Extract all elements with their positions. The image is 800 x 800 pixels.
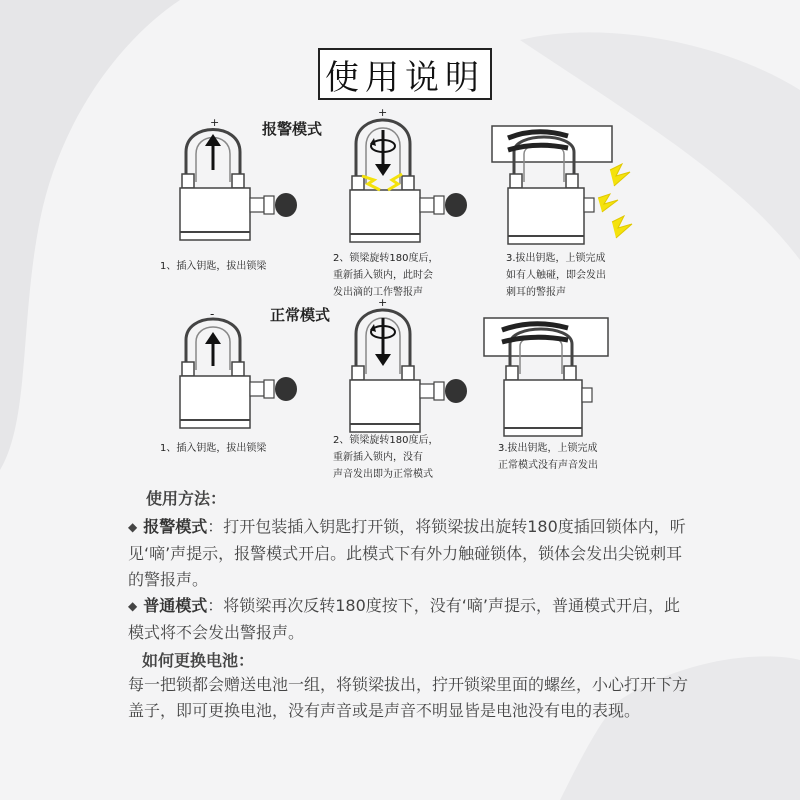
- caption-line: 2、锁梁旋转180度后，: [333, 253, 439, 264]
- minus-sign: -: [210, 307, 215, 321]
- diamond-bullet-icon: ◆: [128, 599, 138, 613]
- battery-heading: 如何更换电池：: [142, 651, 255, 670]
- caption-line: 如有人触碰，即会发出: [506, 270, 606, 281]
- page-title: 使用说明: [318, 48, 492, 100]
- lock-illustration-insert-key: [170, 112, 310, 252]
- caption-line: 正常模式没有声音发出: [498, 460, 598, 471]
- caption-line: 3.拔出钥匙，上锁完成: [506, 253, 606, 264]
- lock-illustration-locked-silent: [480, 312, 620, 442]
- caption-line: 声音发出即为正常模式: [333, 469, 433, 480]
- normal-caption-1: [160, 440, 266, 457]
- normal-caption-3: [498, 440, 598, 474]
- alarm-mode-label: 报警模式: [262, 120, 323, 138]
- normal-caption-2: [333, 432, 438, 483]
- usage-item-alarm: [128, 514, 688, 593]
- battery-text: 每一把锁都会赠送电池一组，将锁梁拔出，拧开锁梁里面的螺丝，小心打开下方盖子，即可更换电池，没有声音或是声音不明显皆是电池没有电的表现。: [128, 675, 689, 720]
- plus-sign: +: [210, 116, 220, 129]
- usage-item-normal: [128, 593, 688, 646]
- caption-line: 1、插入钥匙，拔出锁梁: [160, 443, 267, 454]
- normal-mode-label: 正常模式: [270, 306, 331, 324]
- usage-section: [128, 486, 688, 646]
- caption-line: 重新插入锁内，此时会: [333, 270, 433, 281]
- alarm-caption-1: [160, 258, 266, 275]
- caption-line: 2、锁梁旋转180度后，: [333, 435, 439, 446]
- usage-term: 报警模式: [143, 517, 208, 536]
- lock-illustration-locked-alarm: [488, 118, 648, 258]
- alarm-caption-3: [506, 250, 606, 301]
- usage-term: 普通模式: [143, 596, 208, 615]
- lock-illustration-rotate-shackle: [340, 294, 480, 444]
- usage-heading: 使用方法：: [146, 489, 227, 508]
- plus-sign: +: [378, 106, 388, 119]
- lock-illustration-insert-key: [170, 300, 310, 440]
- caption-line: 重新插入锁内，没有: [333, 452, 423, 463]
- lock-illustration-rotate-shackle: [340, 104, 480, 254]
- caption-line: 发出滴的工作警报声: [333, 287, 423, 298]
- usage-text: ：打开包装插入钥匙打开锁，将锁梁拔出旋转180度插回锁体内，听见‘嘀’声提示，报警模式开启。此模式下有外力触碰锁体，锁体会发出尖锐刺耳的警报声。: [128, 517, 686, 589]
- usage-text: ：将锁梁再次反转180度按下，没有‘嘀’声提示，普通模式开启，此模式将不会发出警报声。: [128, 596, 680, 642]
- caption-line: 1、插入钥匙，拔出锁梁: [160, 261, 267, 272]
- caption-line: 刺耳的警报声: [506, 287, 566, 298]
- caption-line: 3.拔出钥匙，上锁完成: [498, 443, 598, 454]
- plus-sign: +: [378, 296, 388, 309]
- diamond-bullet-icon: ◆: [128, 520, 138, 534]
